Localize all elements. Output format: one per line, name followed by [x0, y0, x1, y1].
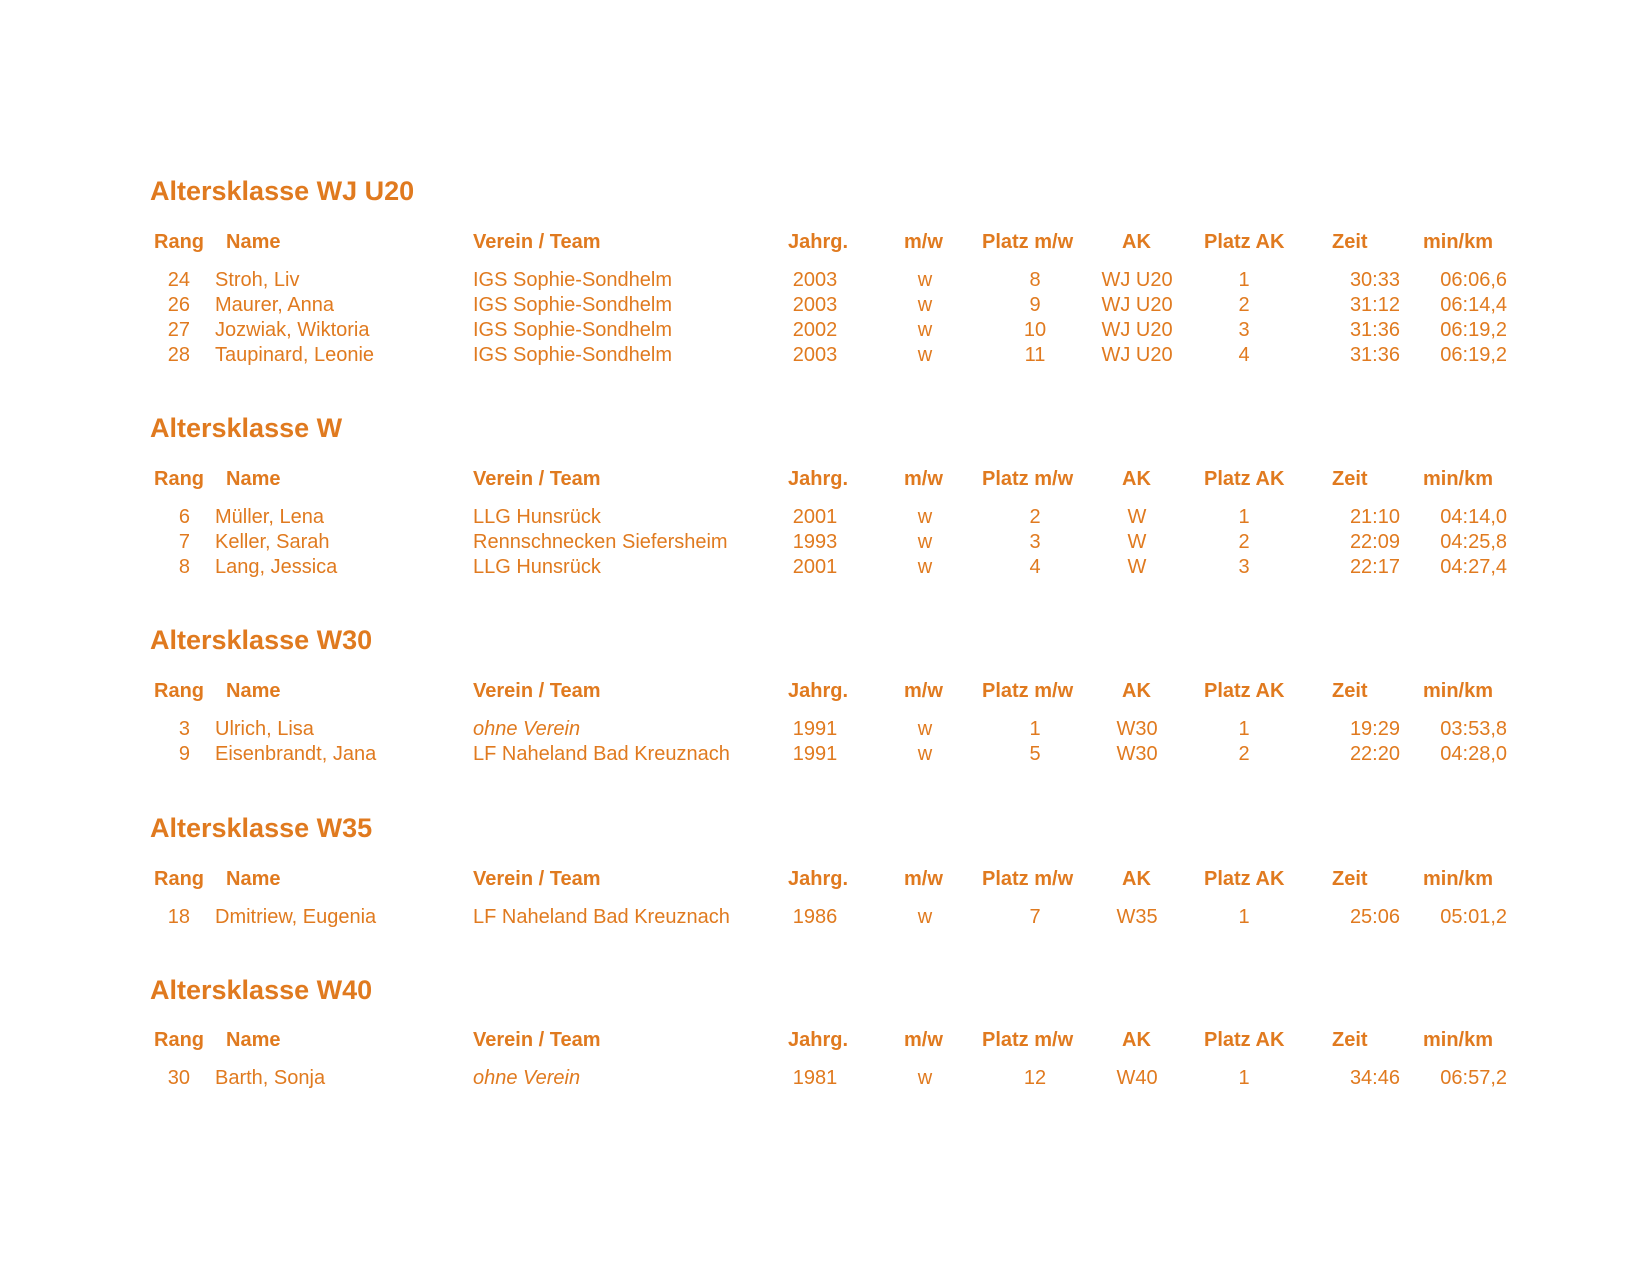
cell-platz-ak: 1: [1238, 506, 1250, 528]
header-min-km: min/km: [1423, 868, 1494, 890]
cell-min-km: 06:06,6: [1440, 269, 1507, 291]
cell-platz-ak: 1: [1238, 718, 1250, 740]
cell-ak: W35: [1116, 906, 1158, 928]
table-row: [0, 554, 1650, 580]
header-mw: m/w: [904, 868, 943, 890]
cell-name: Keller, Sarah: [215, 531, 330, 553]
cell-platz-mw: 7: [1029, 906, 1041, 928]
header-name: Name: [226, 468, 281, 490]
table-header: [0, 678, 1650, 704]
cell-jahrg: 1993: [792, 531, 838, 553]
cell-ak: W40: [1116, 1067, 1158, 1089]
header-platz-ak: Platz AK: [1204, 1029, 1285, 1051]
cell-rang: 24: [167, 269, 190, 291]
cell-zeit: 34:46: [1349, 1067, 1400, 1089]
cell-ak: W30: [1116, 718, 1158, 740]
cell-verein: IGS Sophie-Sondhelm: [473, 269, 673, 291]
header-mw: m/w: [904, 680, 943, 702]
cell-zeit: 31:12: [1349, 294, 1400, 316]
cell-zeit: 25:06: [1349, 906, 1400, 928]
header-mw: m/w: [904, 468, 943, 490]
cell-platz-mw: 8: [1029, 269, 1041, 291]
cell-verein: LLG Hunsrück: [473, 506, 601, 528]
header-name: Name: [226, 1029, 281, 1051]
cell-mw: w: [917, 344, 933, 366]
cell-min-km: 04:27,4: [1440, 556, 1507, 578]
table-row: [0, 342, 1650, 368]
table-row: [0, 317, 1650, 343]
cell-rang: 8: [178, 556, 190, 578]
cell-zeit: 22:20: [1349, 743, 1400, 765]
cell-rang: 3: [178, 718, 190, 740]
table-row: [0, 1065, 1650, 1091]
cell-ak: WJ U20: [1101, 294, 1173, 316]
cell-mw: w: [917, 718, 933, 740]
header-platz-ak: Platz AK: [1204, 468, 1285, 490]
header-zeit: Zeit: [1332, 1029, 1368, 1051]
cell-jahrg: 2002: [792, 319, 838, 341]
cell-jahrg: 1986: [792, 906, 838, 928]
cell-platz-ak: 4: [1238, 344, 1250, 366]
cell-platz-ak: 3: [1238, 319, 1250, 341]
table-header: [0, 866, 1650, 892]
cell-verein: IGS Sophie-Sondhelm: [473, 294, 673, 316]
cell-min-km: 06:57,2: [1440, 1067, 1507, 1089]
cell-mw: w: [917, 906, 933, 928]
cell-min-km: 04:14,0: [1440, 506, 1507, 528]
header-platz-mw: Platz m/w: [982, 1029, 1074, 1051]
cell-zeit: 22:09: [1349, 531, 1400, 553]
header-min-km: min/km: [1423, 468, 1494, 490]
cell-ak: WJ U20: [1101, 344, 1173, 366]
cell-jahrg: 2003: [792, 344, 838, 366]
cell-platz-ak: 1: [1238, 269, 1250, 291]
cell-min-km: 03:53,8: [1440, 718, 1507, 740]
header-jahrg: Jahrg.: [788, 680, 849, 702]
cell-platz-ak: 2: [1238, 531, 1250, 553]
cell-min-km: 06:14,4: [1440, 294, 1507, 316]
table-header: [0, 1027, 1650, 1053]
cell-verein: IGS Sophie-Sondhelm: [473, 344, 673, 366]
cell-name: Eisenbrandt, Jana: [215, 743, 377, 765]
cell-jahrg: 2003: [792, 269, 838, 291]
cell-verein: LF Naheland Bad Kreuznach: [473, 743, 730, 765]
header-zeit: Zeit: [1332, 868, 1368, 890]
table-row: [0, 292, 1650, 318]
cell-rang: 26: [167, 294, 190, 316]
cell-min-km: 04:25,8: [1440, 531, 1507, 553]
cell-platz-mw: 4: [1029, 556, 1041, 578]
cell-name: Jozwiak, Wiktoria: [215, 319, 370, 341]
cell-rang: 30: [167, 1067, 190, 1089]
header-platz-mw: Platz m/w: [982, 680, 1074, 702]
table-row: [0, 504, 1650, 530]
header-rang: Rang: [154, 868, 204, 890]
cell-jahrg: 1991: [792, 743, 838, 765]
cell-jahrg: 1991: [792, 718, 838, 740]
cell-name: Dmitriew, Eugenia: [215, 906, 377, 928]
cell-min-km: 04:28,0: [1440, 743, 1507, 765]
table-row: [0, 267, 1650, 293]
cell-ak: W: [1127, 556, 1147, 578]
cell-name: Barth, Sonja: [215, 1067, 326, 1089]
cell-ak: WJ U20: [1101, 319, 1173, 341]
cell-name: Stroh, Liv: [215, 269, 300, 291]
header-jahrg: Jahrg.: [788, 1029, 849, 1051]
cell-rang: 27: [167, 319, 190, 341]
header-verein: Verein / Team: [473, 468, 601, 490]
header-name: Name: [226, 231, 281, 253]
cell-mw: w: [917, 269, 933, 291]
header-platz-mw: Platz m/w: [982, 231, 1074, 253]
cell-mw: w: [917, 531, 933, 553]
cell-zeit: 30:33: [1349, 269, 1400, 291]
cell-platz-mw: 12: [1023, 1067, 1047, 1089]
cell-zeit: 19:29: [1349, 718, 1400, 740]
header-platz-ak: Platz AK: [1204, 868, 1285, 890]
cell-mw: w: [917, 743, 933, 765]
cell-platz-mw: 11: [1024, 344, 1046, 366]
cell-min-km: 06:19,2: [1440, 344, 1507, 366]
cell-platz-ak: 2: [1238, 743, 1250, 765]
cell-platz-mw: 10: [1023, 319, 1047, 341]
cell-name: Ulrich, Lisa: [215, 718, 314, 740]
cell-min-km: 05:01,2: [1440, 906, 1507, 928]
header-zeit: Zeit: [1332, 468, 1368, 490]
table-row: [0, 741, 1650, 767]
cell-name: Taupinard, Leonie: [215, 344, 375, 366]
header-mw: m/w: [904, 1029, 943, 1051]
cell-rang: 9: [178, 743, 190, 765]
header-min-km: min/km: [1423, 680, 1494, 702]
cell-min-km: 06:19,2: [1440, 319, 1507, 341]
header-ak: AK: [1122, 1029, 1151, 1051]
cell-name: Maurer, Anna: [215, 294, 334, 316]
cell-zeit: 22:17: [1349, 556, 1400, 578]
header-verein: Verein / Team: [473, 680, 601, 702]
cell-rang: 18: [167, 906, 190, 928]
cell-rang: 7: [178, 531, 190, 553]
header-platz-mw: Platz m/w: [982, 868, 1074, 890]
header-ak: AK: [1122, 868, 1151, 890]
section-title: Altersklasse W30: [150, 625, 373, 655]
header-jahrg: Jahrg.: [788, 868, 849, 890]
header-verein: Verein / Team: [473, 231, 601, 253]
cell-jahrg: 2003: [792, 294, 838, 316]
cell-platz-mw: 5: [1029, 743, 1041, 765]
header-zeit: Zeit: [1332, 231, 1368, 253]
cell-zeit: 21:10: [1349, 506, 1400, 528]
cell-zeit: 31:36: [1349, 344, 1400, 366]
header-rang: Rang: [154, 231, 204, 253]
cell-rang: 6: [178, 506, 190, 528]
header-zeit: Zeit: [1332, 680, 1368, 702]
cell-rang: 28: [167, 344, 190, 366]
header-platz-ak: Platz AK: [1204, 231, 1285, 253]
cell-platz-mw: 9: [1029, 294, 1041, 316]
header-rang: Rang: [154, 1029, 204, 1051]
header-jahrg: Jahrg.: [788, 468, 849, 490]
cell-ak: W: [1127, 531, 1147, 553]
cell-platz-mw: 2: [1029, 506, 1041, 528]
cell-verein: ohne Verein: [473, 1067, 581, 1089]
table-row: [0, 529, 1650, 555]
section-title: Altersklasse WJ U20: [150, 176, 415, 206]
header-name: Name: [226, 680, 281, 702]
header-name: Name: [226, 868, 281, 890]
table-header: [0, 229, 1650, 255]
header-verein: Verein / Team: [473, 868, 601, 890]
cell-jahrg: 2001: [792, 556, 838, 578]
header-min-km: min/km: [1423, 231, 1494, 253]
header-jahrg: Jahrg.: [788, 231, 849, 253]
cell-name: Lang, Jessica: [215, 556, 338, 578]
header-min-km: min/km: [1423, 1029, 1494, 1051]
cell-ak: W: [1127, 506, 1147, 528]
cell-jahrg: 1981: [792, 1067, 838, 1089]
cell-verein: LLG Hunsrück: [473, 556, 601, 578]
header-ak: AK: [1122, 468, 1151, 490]
cell-ak: WJ U20: [1101, 269, 1173, 291]
header-rang: Rang: [154, 468, 204, 490]
cell-name: Müller, Lena: [215, 506, 324, 528]
cell-platz-ak: 3: [1238, 556, 1250, 578]
cell-verein: Rennschnecken Siefersheim: [473, 531, 728, 553]
header-rang: Rang: [154, 680, 204, 702]
cell-platz-ak: 2: [1238, 294, 1250, 316]
table-row: [0, 716, 1650, 742]
header-ak: AK: [1122, 231, 1151, 253]
section-title: Altersklasse W35: [150, 813, 373, 843]
cell-mw: w: [917, 556, 933, 578]
cell-ak: W30: [1116, 743, 1158, 765]
header-platz-mw: Platz m/w: [982, 468, 1074, 490]
header-verein: Verein / Team: [473, 1029, 601, 1051]
cell-mw: w: [917, 1067, 933, 1089]
cell-zeit: 31:36: [1349, 319, 1400, 341]
cell-verein: ohne Verein: [473, 718, 581, 740]
section-title: Altersklasse W40: [150, 975, 373, 1005]
header-platz-ak: Platz AK: [1204, 680, 1285, 702]
cell-platz-ak: 1: [1238, 906, 1250, 928]
cell-jahrg: 2001: [792, 506, 838, 528]
cell-mw: w: [917, 294, 933, 316]
table-row: [0, 904, 1650, 930]
section-title: Altersklasse W: [150, 413, 343, 443]
cell-platz-mw: 3: [1029, 531, 1041, 553]
cell-verein: LF Naheland Bad Kreuznach: [473, 906, 730, 928]
header-ak: AK: [1122, 680, 1151, 702]
cell-platz-ak: 1: [1238, 1067, 1250, 1089]
cell-mw: w: [917, 506, 933, 528]
table-header: [0, 466, 1650, 492]
cell-platz-mw: 1: [1029, 718, 1041, 740]
cell-verein: IGS Sophie-Sondhelm: [473, 319, 673, 341]
header-mw: m/w: [904, 231, 943, 253]
cell-mw: w: [917, 319, 933, 341]
